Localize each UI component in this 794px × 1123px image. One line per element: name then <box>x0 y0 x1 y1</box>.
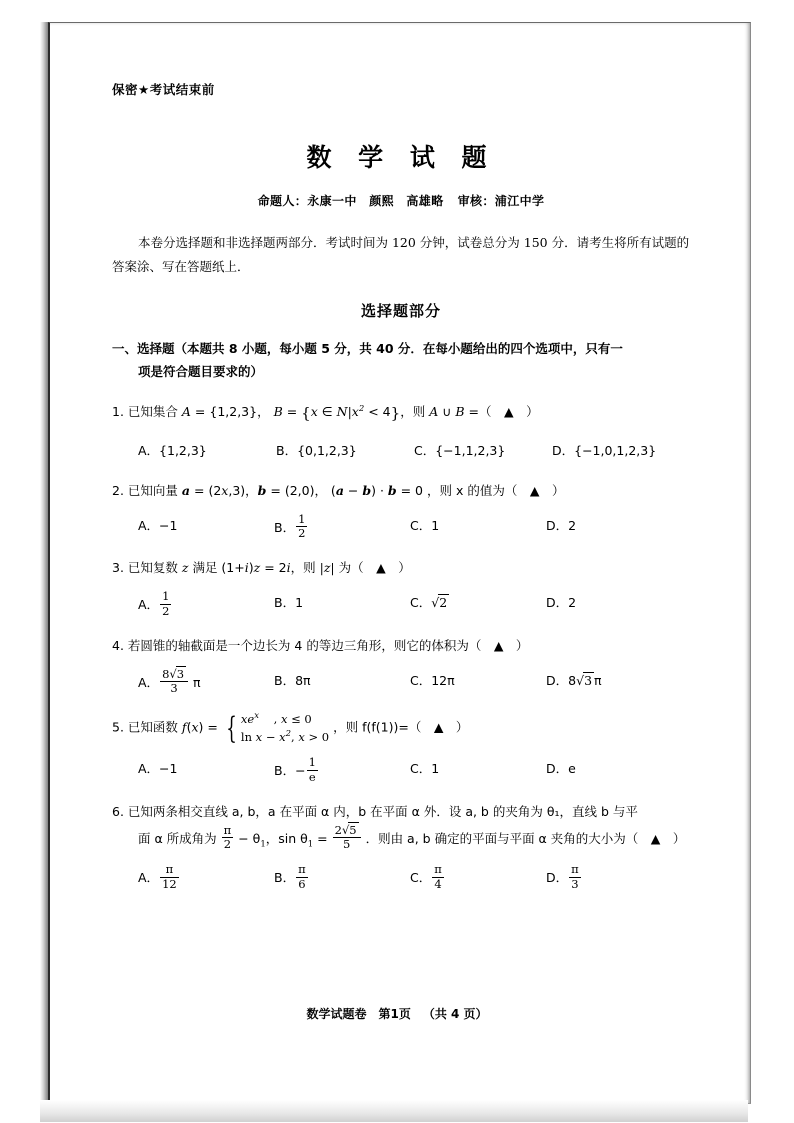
byline-authors: 永康一中 颜熙 高雄略 <box>307 194 444 208</box>
question-2-option-c[interactable]: C．1 <box>410 518 440 533</box>
question-6-text-a: 面 α 所成角为 <box>138 830 217 846</box>
document-content <box>112 80 690 891</box>
question-5 <box>112 710 690 784</box>
byline-label: 命题人： <box>257 194 308 208</box>
question-5-text-a: 已知函数 <box>127 719 178 735</box>
exam-instructions: 本卷分选择题和非选择题两部分．考试时间为 120 分钟，试卷总分为 150 分．请考生将所有试题的答案涂、写在答题纸上． <box>112 235 690 275</box>
question-6-number: 6. <box>112 803 124 819</box>
question-4-number: 4. <box>112 637 124 653</box>
question-4-option-a[interactable]: A． $\frac{8√3}{3}$ π <box>138 666 201 696</box>
question-2-option-a[interactable]: A．−1 <box>138 518 178 533</box>
page-title: 数 学 试 题 <box>306 143 496 172</box>
question-5-options <box>112 756 690 783</box>
question-1-option-d[interactable]: D．{−1,0,1,2,3} <box>552 443 657 458</box>
question-1-option-a[interactable]: A．{1,2,3} <box>138 443 207 458</box>
question-6-option-c[interactable]: C． $\frac{\pi}{4}$ <box>410 862 442 891</box>
part-one-heading <box>112 337 690 383</box>
reviewer-name: 浦江中学 <box>494 194 545 208</box>
question-2-text-b: ，则 x 的值为（ ▲ ） <box>427 483 565 498</box>
question-6-option-a[interactable]: A． $\frac{\pi}{12}$ <box>138 862 177 891</box>
question-1 <box>112 398 690 463</box>
question-2-option-d[interactable]: D．2 <box>546 518 577 533</box>
section-title: 选择题部分 <box>360 301 441 320</box>
question-3-option-c[interactable]: C．√2 <box>410 595 448 611</box>
question-5-option-c[interactable]: C．1 <box>410 761 440 777</box>
question-3-stem: 3. 已知复数 z 满足 (1+i)z = 2i，则 |z| 为（ ▲ ） <box>112 560 411 576</box>
question-5-option-b[interactable]: B．− $\frac{1}{e}$ <box>274 755 316 784</box>
question-4-option-c[interactable]: C．12π <box>410 672 455 688</box>
question-6-option-b[interactable]: B． $\frac{\pi}{6}$ <box>274 862 306 891</box>
question-5-stem: 5. 已知函数 f(x) = { $xe^x$ , x ≤ 0 $\ln x - x^2$, x > 0 ，则 f(f(1))=（ ▲ ） <box>112 710 469 746</box>
question-4-option-d[interactable]: D．8√3 π <box>546 672 602 688</box>
page-footer <box>0 1005 794 1022</box>
question-1-text-a: 已知集合 <box>127 404 178 420</box>
question-5-text-b: ，则 f(f(1))=（ ▲ ） <box>333 719 469 735</box>
part-one-heading-line2: 项是符合题目要求的） <box>138 363 264 379</box>
question-4-option-b[interactable]: B．8π <box>274 672 311 688</box>
part-one-heading-line1: 一、选择题（本题共 8 小题，每小题 5 分，共 40 分．在每小题给出的四个选项中，只有一 <box>112 340 623 356</box>
byline <box>112 192 690 209</box>
question-6 <box>112 799 690 891</box>
footer-page-number: 第1页 <box>378 1007 411 1021</box>
question-1-text-c: =（ ▲ ） <box>468 404 539 420</box>
question-3-option-b[interactable]: B．1 <box>274 595 304 611</box>
question-5-option-a[interactable]: A．−1 <box>138 761 178 777</box>
question-2-options <box>112 513 690 540</box>
scan-bottom-shadow <box>40 1100 748 1122</box>
question-2-option-b[interactable]: B． $\frac{1}{2}$ <box>274 512 306 541</box>
question-2-stem: 2. 已知向量 a = (2x,3)，b = (2,0)， (a − b) · b = 0 ，则 x 的值为（ ▲ ） <box>112 483 565 498</box>
question-3-number: 3. <box>112 560 124 576</box>
secret-notice: 保密★考试结束前 <box>112 82 215 97</box>
question-1-option-b[interactable]: B．{0,1,2,3} <box>276 443 357 458</box>
question-3-option-d[interactable]: D．2 <box>546 595 577 611</box>
question-4-text: 若圆锥的轴截面是一个边长为 4 的等边三角形，则它的体积为（ ▲ ） <box>127 637 529 653</box>
question-1-number: 1. <box>112 404 124 420</box>
question-6-option-d[interactable]: D． $\frac{\pi}{3}$ <box>546 862 579 891</box>
question-1-option-c[interactable]: C．{−1,1,2,3} <box>414 443 506 458</box>
question-6-options <box>112 863 690 890</box>
question-6-stem-line1 <box>112 799 690 824</box>
question-3-option-a[interactable]: A． $\frac{1}{2}$ <box>138 589 170 618</box>
question-2 <box>112 478 690 540</box>
question-2-text-a: 已知向量 <box>127 483 178 498</box>
piecewise-function: { $xe^x$ , x ≤ 0 $\ln x - x^2$, x > 0 <box>226 710 330 746</box>
question-5-option-d[interactable]: D．e <box>546 761 576 777</box>
question-1-options <box>112 438 690 463</box>
footer-total-pages: （共 4 页） <box>422 1007 488 1021</box>
question-1-text-b: ，则 <box>400 404 426 420</box>
question-1-stem: 1. 已知集合 A = {1,2,3}， B = {x ∈ $N|x^2 < 4$}，则 A ∪ B =（ ▲ ） <box>112 404 539 422</box>
question-2-number: 2. <box>112 483 124 498</box>
question-3-options <box>112 590 690 617</box>
footer-doc-label: 数学试题卷 <box>306 1007 367 1021</box>
question-6-stem-line2: 面 α 所成角为 $\frac{\pi}{2}$ − $\theta_1$，$\sin \theta_1$ = $\frac{2√5}{5}$ ．则由 a, b 确定的平面与平面 α 夹角的大小为（ ▲ ） <box>138 822 686 852</box>
question-5-number: 5. <box>112 719 124 735</box>
question-4 <box>112 633 690 695</box>
question-6-text-line1: 已知两条相交直线 a, b，a 在平面 α 内，b 在平面 α 外．设 a, b 的夹角为 θ₁，直线 b 与平 <box>127 803 638 819</box>
reviewer-label: 审核： <box>457 194 495 208</box>
question-6-text-b: ．则由 a, b 确定的平面与平面 α 夹角的大小为（ ▲ ） <box>365 830 686 846</box>
question-4-stem <box>112 633 690 658</box>
question-3 <box>112 555 690 617</box>
question-4-options <box>112 668 690 695</box>
